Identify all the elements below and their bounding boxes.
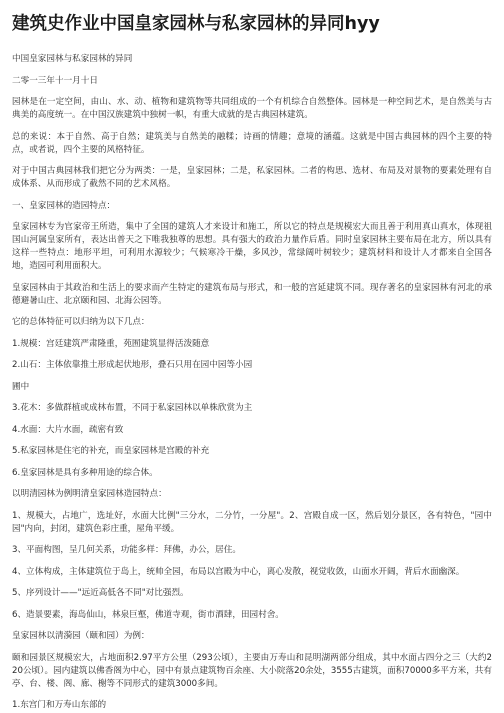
list-item: 6.皇家园林是具有多种用途的综合体。 xyxy=(12,467,158,478)
document-body xyxy=(12,53,492,712)
paragraph-subtitle: 中国皇家园林与私家园林的异同 xyxy=(12,54,133,64)
list-item-continuation: 圃中 xyxy=(12,381,30,392)
list-item: 1.规模：宫廷建筑严肃隆重，苑囿建筑显得活泼随意 xyxy=(12,338,210,349)
paragraph-ming-qing-heading: 以明清园林为例明清皇家园林造园特点： xyxy=(12,489,167,499)
section-heading-imperial: 一、皇家园林的造园特点： xyxy=(12,200,116,211)
list-item: 4、立体构成，主体建筑位于岛上，统帅全园，布局以宫殿为中心，离心发散，视觉收敛，山面水开阔，背后水面幽深。 xyxy=(12,566,465,577)
list-item: 3.花木：多做群植或成林布置，不同于私家园林以单株欣赏为主 xyxy=(12,403,253,413)
paragraph-date: 二零一三年十一月十日 xyxy=(12,75,98,86)
paragraph-yiheyuan-heading: 皇家园林以清漪园（颐和园）为例： xyxy=(12,631,150,641)
list-item: 5、序列设计——"远近高低各不同"对比强烈。 xyxy=(12,588,189,598)
paragraph-categories: 对于中国古典园林我们把它分为两类：一是，皇家园林；二是，私家园林。二者的构思、选材、布局及对景物的要素处理有自成体系、从而形成了截然不同的艺术风格。 xyxy=(12,166,492,189)
paragraph-east-gate: 1.东宫门和万寿山东部的 xyxy=(12,700,107,710)
paragraph-intro: 园林是在一定空间，由山、水、动、植物和建筑物等共同组成的一个有机综合自然整体。园林是一种空间艺术，是自然美与古典美的高度统一。在中国汉族建筑中独树一帜，有重大成就的是古典园林建筑。 xyxy=(12,97,492,120)
paragraph-imperial-features: 皇家园林专为官家帝王所造，集中了全国的建筑人才来设计和施工，所以它的特点是规模宏大而且善于利用真山真水，体现祖国山河属皇家所有，表达出普天之下唯我独尊的思想。具有强大的政治力量作后盾。同时皇家园林主要布局在北方，所以具有这样一些特点：地形平坦，可利用水源较少；气候寒冷干燥，多风沙，常绿阔叶树较少；建筑材料和设计人才都来自全国各地，造园可利用面积大。 xyxy=(12,222,492,271)
paragraph-overall-intro: 它的总体特征可以归纳为以下几点： xyxy=(12,317,150,327)
list-item: 1、规模大，占地广，选址好，水面大比例"三分水，二分竹，一分屋"。2、宫殿自成一区，然后划分景区，各有特色，"园中园"内向，封闭，建筑色彩庄重，屋角平缓。 xyxy=(12,510,492,534)
list-item: 6、造景要素，海岛仙山，林泉巨壑，佛道寺观，街市酒肆，田园村舍。 xyxy=(12,609,284,620)
document-title: 建筑史作业中国皇家园林与私家园林的异同hyy xyxy=(12,14,380,34)
list-item: 2.山石：主体依靠推土形成起伏地形，叠石只用在园中园等小园 xyxy=(12,360,253,370)
list-item: 5.私家园林是住宅的补充，而皇家园林是宫殿的补充 xyxy=(12,446,210,456)
list-item: 4.水面：大片水面，疏密有致 xyxy=(12,424,124,435)
list-item: 3、平面构图，呈几何关系，功能多样：拜佛，办公，居住。 xyxy=(12,545,241,555)
paragraph-summary: 总的来说：本于自然、高于自然；建筑美与自然美的融糅；诗画的情趣；意境的涵蕴。这就是中国古典园林的四个主要的特点，或者说，四个主要的风格特征。 xyxy=(12,131,492,155)
paragraph-imperial-examples: 皇家园林由于其政治和生活上的要求而产生特定的建筑布局与形式，和一般的宫延建筑不同。现存著名的皇家园林有河北的承德避暑山庄、北京颐和园、北海公园等。 xyxy=(12,282,492,306)
paragraph-yiheyuan-detail: 颐和园景区规模宏大，占地面积2.97平方公里（293公顷），主要由万寿山和昆明湖两部分组成，其中水面占四分之三（大约220公顷）。园内建筑以佛香阁为中心，园中有景点建筑物百余座、大小院落20余处，3555古建筑，面积70000多平方米，共有亭、台、楼、阁、廊、榭等不同形式的建筑3000多间。 xyxy=(12,652,492,689)
